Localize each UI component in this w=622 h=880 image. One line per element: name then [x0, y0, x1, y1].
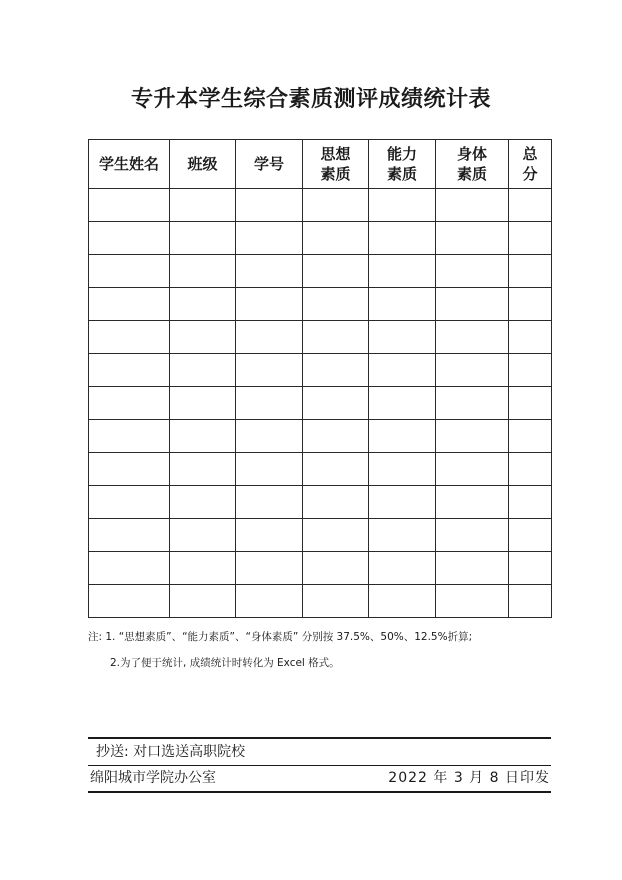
table-cell[interactable] — [369, 222, 436, 255]
table-cell[interactable] — [236, 519, 303, 552]
column-header-text: 班级 — [187, 155, 218, 173]
column-header-text: 素质 — [320, 165, 351, 183]
table-cell[interactable] — [170, 255, 236, 288]
table-cell[interactable] — [509, 255, 552, 288]
column-header-text: 总 — [522, 145, 538, 163]
column-header-student-id — [236, 140, 303, 189]
table-cell[interactable] — [236, 354, 303, 387]
table-cell[interactable] — [369, 420, 436, 453]
table-cell[interactable] — [303, 321, 369, 354]
table-header-row — [89, 140, 552, 189]
table-cell[interactable] — [369, 288, 436, 321]
table-cell[interactable] — [170, 222, 236, 255]
table-cell[interactable] — [509, 189, 552, 222]
table-cell[interactable] — [436, 387, 509, 420]
table-cell[interactable] — [170, 519, 236, 552]
table-cell[interactable] — [369, 552, 436, 585]
table-cell[interactable] — [303, 453, 369, 486]
table-body — [89, 189, 552, 618]
table-cell[interactable] — [436, 552, 509, 585]
page-title: 专升本学生综合素质测评成绩统计表 — [130, 86, 491, 112]
table-row — [89, 552, 552, 585]
table-cell[interactable] — [89, 354, 170, 387]
table-row — [89, 255, 552, 288]
table-cell[interactable] — [236, 288, 303, 321]
table-row — [89, 387, 552, 420]
table-cell[interactable] — [303, 387, 369, 420]
table-cell[interactable] — [89, 420, 170, 453]
table-cell[interactable] — [303, 552, 369, 585]
table-row — [89, 288, 552, 321]
table-cell[interactable] — [509, 222, 552, 255]
table-cell[interactable] — [509, 453, 552, 486]
table-cell[interactable] — [303, 189, 369, 222]
column-header-ideological-quality — [303, 140, 369, 189]
table-cell[interactable] — [303, 288, 369, 321]
table-cell[interactable] — [89, 585, 170, 618]
print-date: 2022 年 3 月 8 日印发 — [388, 770, 550, 786]
column-header-total-score — [509, 140, 552, 189]
table-cell[interactable] — [89, 255, 170, 288]
table-cell[interactable] — [303, 222, 369, 255]
table-cell[interactable] — [303, 486, 369, 519]
table-row — [89, 453, 552, 486]
table-cell[interactable] — [170, 189, 236, 222]
table-cell[interactable] — [509, 552, 552, 585]
table-row — [89, 420, 552, 453]
table-row — [89, 189, 552, 222]
table-cell[interactable] — [303, 585, 369, 618]
table-cell[interactable] — [236, 255, 303, 288]
table-cell[interactable] — [170, 387, 236, 420]
table-cell[interactable] — [170, 288, 236, 321]
table-cell[interactable] — [89, 552, 170, 585]
table-cell[interactable] — [436, 255, 509, 288]
table-cell[interactable] — [369, 255, 436, 288]
table-cell[interactable] — [303, 255, 369, 288]
column-header-physical-quality — [436, 140, 509, 189]
table-cell[interactable] — [436, 486, 509, 519]
table-cell[interactable] — [236, 222, 303, 255]
footer-rule-bottom — [88, 791, 551, 793]
table-cell[interactable] — [236, 420, 303, 453]
table-cell[interactable] — [89, 453, 170, 486]
table-cell[interactable] — [236, 189, 303, 222]
table-cell[interactable] — [303, 519, 369, 552]
column-header-text: 学生姓名 — [98, 155, 159, 173]
issuer-office: 绵阳城市学院办公室 — [90, 770, 216, 786]
note-line-2: 2.为了便于统计, 成绩统计时转化为 Excel 格式。 — [110, 657, 340, 669]
column-header-class — [170, 140, 236, 189]
footer-rule-middle — [88, 765, 551, 766]
table-cell[interactable] — [89, 519, 170, 552]
table-row — [89, 519, 552, 552]
column-header-student-name — [89, 140, 170, 189]
table-row — [89, 222, 552, 255]
column-header-text: 素质 — [386, 165, 417, 183]
table-cell[interactable] — [509, 519, 552, 552]
table-cell[interactable] — [89, 387, 170, 420]
note-line-1: 注: 1. “思想素质”、“能力素质”、“身体素质” 分别按 37.5%、50%、12.5%折算; — [88, 631, 473, 643]
table-cell[interactable] — [89, 321, 170, 354]
table-cell[interactable] — [89, 189, 170, 222]
column-header-text: 素质 — [456, 165, 487, 183]
table-cell[interactable] — [509, 288, 552, 321]
table-cell[interactable] — [369, 321, 436, 354]
table-cell[interactable] — [509, 585, 552, 618]
table-cell[interactable] — [170, 420, 236, 453]
table-cell[interactable] — [509, 354, 552, 387]
table-cell[interactable] — [236, 453, 303, 486]
footer-rule-top — [88, 737, 551, 739]
table-cell[interactable] — [89, 222, 170, 255]
table-cell[interactable] — [236, 486, 303, 519]
table-cell[interactable] — [236, 321, 303, 354]
table-cell[interactable] — [369, 486, 436, 519]
table-cell[interactable] — [170, 321, 236, 354]
table-row — [89, 354, 552, 387]
table-cell[interactable] — [436, 288, 509, 321]
table-cell[interactable] — [509, 486, 552, 519]
table-cell[interactable] — [236, 585, 303, 618]
score-table — [88, 139, 552, 618]
table-cell[interactable] — [436, 222, 509, 255]
table-cell[interactable] — [509, 387, 552, 420]
table-cell[interactable] — [436, 585, 509, 618]
table-cell[interactable] — [170, 453, 236, 486]
table-cell[interactable] — [436, 354, 509, 387]
table-cell[interactable] — [170, 354, 236, 387]
column-header-text: 思想 — [320, 145, 351, 163]
table-cell[interactable] — [369, 519, 436, 552]
table-row — [89, 585, 552, 618]
table-cell[interactable] — [236, 552, 303, 585]
table-cell[interactable] — [436, 321, 509, 354]
table-cell[interactable] — [509, 321, 552, 354]
column-header-text: 能力 — [386, 145, 417, 163]
table-cell[interactable] — [436, 420, 509, 453]
table-cell[interactable] — [369, 354, 436, 387]
table-row — [89, 486, 552, 519]
table-cell[interactable] — [436, 189, 509, 222]
column-header-text: 分 — [522, 165, 538, 183]
table-cell[interactable] — [170, 585, 236, 618]
table-cell[interactable] — [170, 552, 236, 585]
table-cell[interactable] — [369, 585, 436, 618]
table-cell[interactable] — [303, 354, 369, 387]
table-cell[interactable] — [369, 387, 436, 420]
table-cell[interactable] — [369, 189, 436, 222]
table-cell[interactable] — [236, 387, 303, 420]
table-cell[interactable] — [436, 519, 509, 552]
column-header-text: 学号 — [253, 155, 284, 173]
table-cell[interactable] — [509, 420, 552, 453]
column-header-text: 身体 — [456, 145, 487, 163]
cc-line: 抄送: 对口选送高职院校 — [96, 744, 246, 760]
table-cell[interactable] — [369, 453, 436, 486]
table-cell[interactable] — [89, 486, 170, 519]
table-cell[interactable] — [170, 486, 236, 519]
notes — [88, 630, 568, 670]
table-cell[interactable] — [303, 420, 369, 453]
table-cell[interactable] — [89, 288, 170, 321]
table-cell[interactable] — [436, 453, 509, 486]
table-row — [89, 321, 552, 354]
column-header-ability-quality — [369, 140, 436, 189]
